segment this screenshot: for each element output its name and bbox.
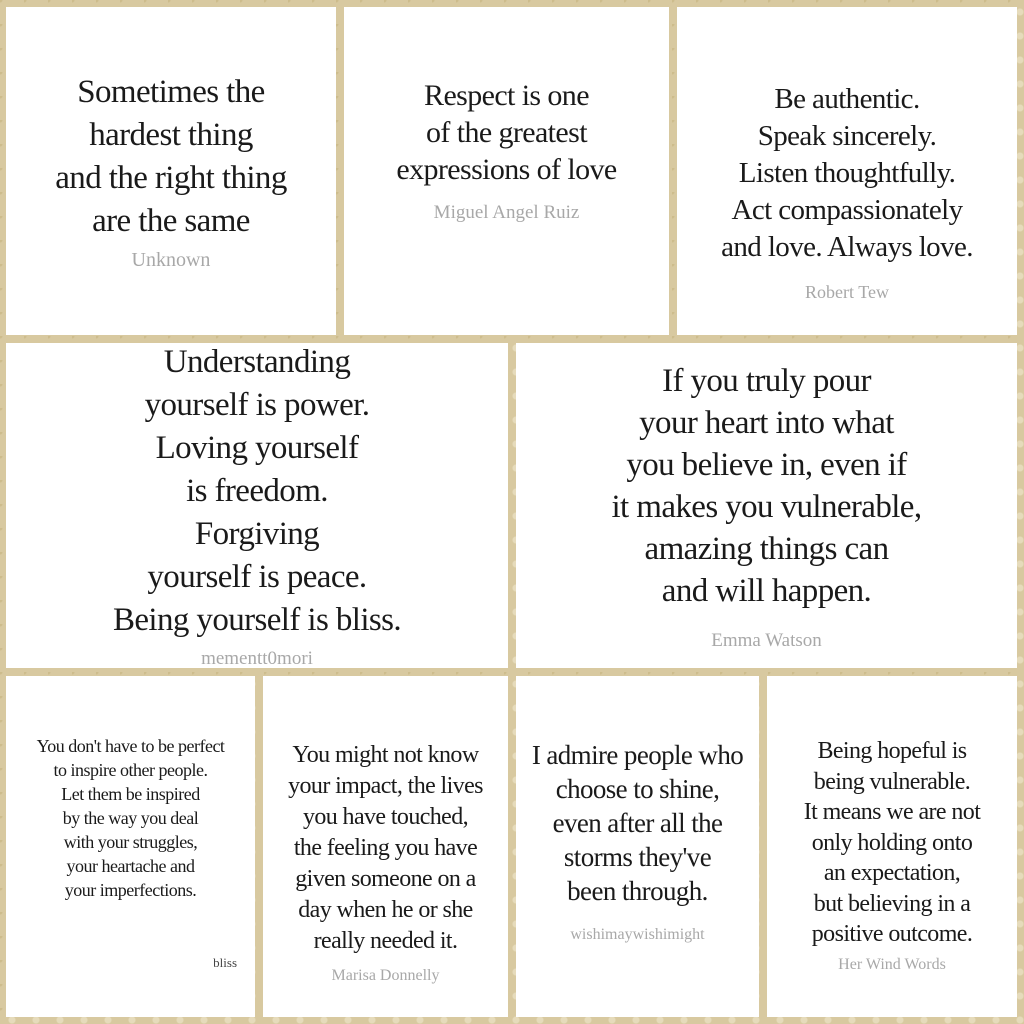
quote-author: Her Wind Words xyxy=(838,955,946,973)
quote-author: mementt0mori xyxy=(201,648,313,669)
quote-text: You might not know your impact, the lives you have touched, the feeling you have given someone on a day when he or she really needed it. xyxy=(288,742,483,954)
quote-card-7 xyxy=(263,676,508,1017)
quote-author: Miguel Angel Ruiz xyxy=(433,202,580,223)
quote-card-1 xyxy=(6,7,336,335)
quote-author: wishimaywishimight xyxy=(570,926,705,943)
quote-card-3 xyxy=(677,7,1017,335)
quote-author: Unknown xyxy=(131,248,211,271)
quote-card-6 xyxy=(6,676,255,1017)
quote-text: I admire people who choose to shine, even after all the storms they've been through. xyxy=(531,740,744,906)
quote-author: bliss xyxy=(213,955,237,970)
quote-author: Emma Watson xyxy=(711,630,822,651)
quote-card-5 xyxy=(516,343,1017,668)
quote-author: Robert Tew xyxy=(805,282,889,302)
quote-text: Understanding yourself is power. Loving yourself is freedom. Forgiving yourself is peace. Being yourself is bliss. xyxy=(112,344,402,638)
quote-card-4 xyxy=(6,343,508,668)
quote-text: If you truly pour your heart into what you believe in, even if it makes you vulnerable, amazing things can and will happen. xyxy=(611,363,922,609)
quote-text: Be authentic. Speak sincerely. Listen thoughtfully. Act compassionately and love. Always love. xyxy=(721,83,973,263)
quote-card-9 xyxy=(767,676,1017,1017)
quote-text: Sometimes the hardest thing and the right thing are the same xyxy=(55,73,287,239)
quote-text: You don't have to be perfect to inspire other people. Let them be inspired by the way you deal with your struggles, your heartache and your imperfections. xyxy=(36,736,225,900)
quote-text: Being hopeful is being vulnerable. It means we are not only holding onto an expectation, but believing in a positive outcome. xyxy=(803,738,981,947)
quote-text: Respect is one of the greatest expressions of love xyxy=(396,79,617,186)
quote-card-2 xyxy=(344,7,669,335)
quote-author: Marisa Donnelly xyxy=(331,967,440,984)
quote-card-8 xyxy=(516,676,759,1017)
